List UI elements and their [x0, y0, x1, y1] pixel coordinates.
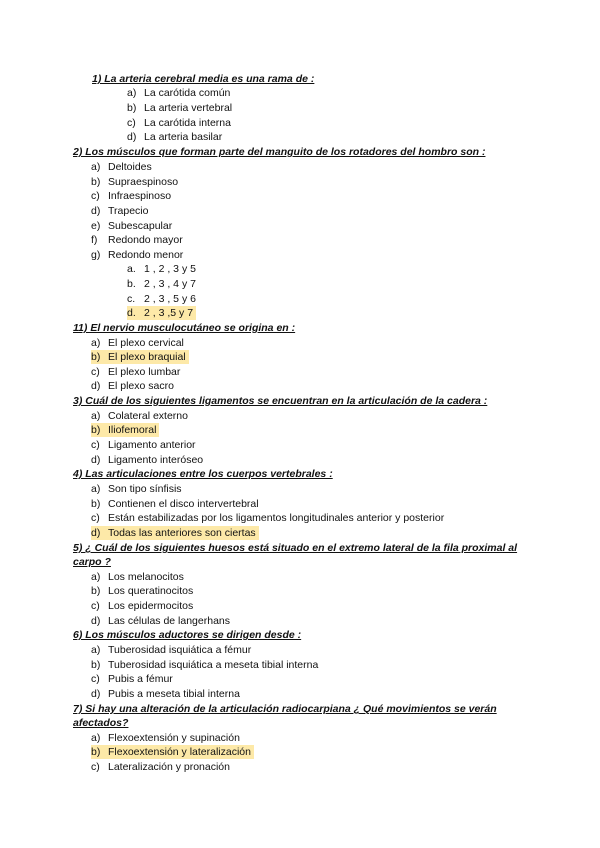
option: d) La arteria basilar [127, 131, 223, 143]
question-title: 2) Los músculos que forman parte del manguito de los rotadores del hombro son : [73, 146, 486, 158]
option: d) Ligamento interóseo [91, 454, 204, 466]
option: a) Son tipo sínfisis [91, 483, 182, 495]
option: c) Pubis a fémur [91, 673, 173, 685]
option: c) Los epidermocitos [91, 600, 194, 612]
option: c) Ligamento anterior [91, 439, 196, 451]
option: a) Deltoides [91, 161, 152, 173]
option: d) Trapecio [91, 205, 149, 217]
option: a) La carótida común [127, 87, 231, 99]
sub-option-highlighted: d. 2 , 3 ,5 y 7 [127, 306, 196, 320]
option: f) Redondo mayor [91, 234, 183, 246]
question-title: 1) La arteria cerebral media es una rama de : [92, 73, 315, 85]
question-title: 11) El nervio musculocutáneo se origina en : [73, 322, 296, 334]
option: b) La arteria vertebral [127, 102, 233, 114]
option-highlighted: b) Flexoextensión y lateralización [91, 745, 254, 759]
option: a) Tuberosidad isquiática a fémur [91, 644, 252, 656]
option: a) El plexo cervical [91, 337, 184, 349]
sub-option: a. 1 , 2 , 3 y 5 [127, 263, 196, 275]
option: b) Supraespinoso [91, 176, 179, 188]
option: d) El plexo sacro [91, 380, 174, 392]
question-title: 3) Cuál de los siguientes ligamentos se encuentran en la articulación de la cadera : [73, 395, 488, 407]
sub-option: c. 2 , 3 , 5 y 6 [127, 293, 196, 305]
question-title: 5) ¿ Cuál de los siguientes huesos está situado en el extremo lateral de la fila proximal al carpo ? [73, 542, 518, 568]
option: c) El plexo lumbar [91, 366, 181, 378]
option: c) Están estabilizadas por los ligamentos longitudinales anterior y posterior [91, 512, 445, 524]
option: a) Flexoextensión y supinación [91, 732, 240, 744]
option: c) Infraespinoso [91, 190, 172, 202]
option: b) Tuberosidad isquiática a meseta tibial interna [91, 659, 319, 671]
option: e) Subescapular [91, 220, 173, 232]
question-title: 4) Las articulaciones entre los cuerpos vertebrales : [73, 468, 333, 480]
option: d) Las células de langerhans [91, 615, 231, 627]
option: g) Redondo menor [91, 249, 184, 261]
option: d) Pubis a meseta tibial interna [91, 688, 240, 700]
option: a) Los melanocitos [91, 571, 184, 583]
option: b) Contienen el disco intervertebral [91, 498, 259, 510]
option: a) Colateral externo [91, 410, 188, 422]
option: b) Los queratinocitos [91, 585, 194, 597]
option: c) La carótida interna [127, 117, 231, 129]
option-highlighted: b) El plexo braquial [91, 350, 189, 364]
question-title: 7) Si hay una alteración de la articulación radiocarpiana ¿ Qué movimientos se verán afectados? [73, 703, 497, 729]
option: c) Lateralización y pronación [91, 761, 230, 773]
question-title: 6) Los músculos aductores se dirigen desde : [73, 629, 302, 641]
sub-option: b. 2 , 3 , 4 y 7 [127, 278, 196, 290]
option-highlighted: b) Iliofemoral [91, 423, 159, 437]
option-highlighted: d) Todas las anteriores son ciertas [91, 526, 259, 540]
